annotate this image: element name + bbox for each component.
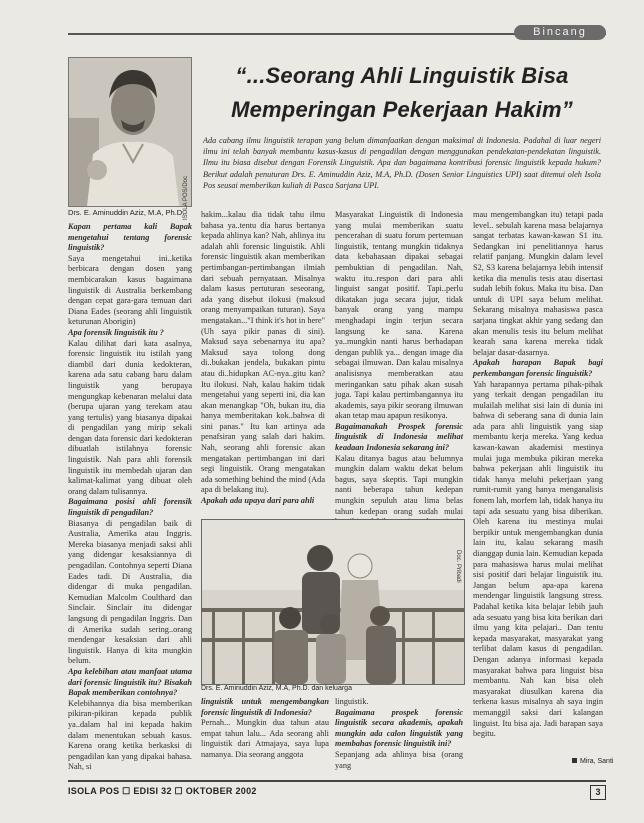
article-column-3 xyxy=(335,210,463,538)
article-column-4 xyxy=(473,210,603,740)
page-number: 3 xyxy=(590,785,606,800)
interview-answer: Biasanya di pengadilan baik di Australia, Amerika atau Inggris. Mereka biasanya menjadi saksi ahli yang didengar kesaksiannya di pengadilan. Contohnya seperti Diana Eades tadi. Di Australia, dia didengar di muka pengadilan. Kemudian Malcolm Coulthard dan Sinclair. Sinclair itu didengar langsung di pengadilan Inggris. Dan di Amerika sudah sering..orang mendengar kesaksian dari ahli linguistik. Hanya di kita mungkin belum. xyxy=(68,518,192,666)
interview-question: Apakah harapan Bapak bagi perkembangan forensic linguistik? xyxy=(473,358,603,378)
headline-line-1: “...Seorang Ahli Linguistik Bisa xyxy=(235,63,569,88)
interview-question: Kapan pertama kali Bapak mengetahui tentang forensic linguistik? xyxy=(68,222,192,253)
interview-question: Apa kelebihan atau manfaat utama dari forensic linguistik itu? Bisakah Bapak memberikan contohnya? xyxy=(68,666,192,698)
interview-question: Bagaimana prospek forensic linguistik secara akademis, apakah mungkin ada calon linguistik yang membahas forensic linguistik ini? xyxy=(335,707,463,749)
footer-publication-info: ISOLA POS ☐ EDISI 32 ☐ OKTOBER 2002 xyxy=(68,786,257,796)
family-photo xyxy=(201,519,465,685)
footer-rule xyxy=(68,780,606,782)
portrait-caption: Drs. E. Aminuddin Aziz, M.A, Ph.D. xyxy=(68,208,185,217)
headline-line-2: Memperingan Pekerjaan Hakim” xyxy=(231,97,573,122)
interview-answer: Saya mengetahui ini..ketika berbicara dengan dosen yang membicarakan kasus bagaimana linguistik di Australia berkembang dengan cepat gara-gara temuan dari Diana Eades (seorang ahli linguistik keturunan Aborigin) xyxy=(68,253,192,327)
interview-answer: Sepanjang ada ahlinya bisa (orang yang xyxy=(335,749,463,770)
article-column-3-continued xyxy=(335,697,463,771)
interview-question: Apa forensik linguistik itu ? xyxy=(68,327,164,337)
article-column-2 xyxy=(201,210,325,507)
family-photo-credit: Doc. Pribadi xyxy=(455,550,461,583)
interview-answer: Pernah... Mungkin dua tahun atau empat tahun lalu... Ada seorang ahli linguistik dari Atmajaya, saya lupa namanya. Dia seorang anggota xyxy=(201,718,329,759)
interview-answer: Yah harapannya pertama pihak-pihak yang terkait dengan pengadilan itu mulailah melihat sisi lain di dunia ini bahwa di seberang sana di dunia lain ada para ahli linguistik yang siap membantu kerja mereka. Yang kedua kawan-kawan akademisi mestinya mulai juga membuka pikiran mereka bahwa pekerjaan ahli linguistik itu tidak hanya meluhi pekerjaan yang rumit-rumit yang hanya menganalisis fonem lah, morfem lah, tidak hanya itu tapi ada sesuatu yang bisa diberikan. Oleh karena itu mestinya mulai berpikir untuk mengembangkan dunia lain itu, kalau sekarang masih dianggap dunia lain. Kemudian kepada para mahasiswa harus mulai melihat sisi positif dari belajar linguistik itu. Jangan belum apa-apa karena mendengar linguistik langsung stress. Padahal ketika kita belajar lebih jauh ada sesuatu yang bisa kita berikan dari ilmu yang kita pelajari.. Dan tentu kepada masyarakat, masyarakat yang terlibat dalam kasus di pengadilan. Dengan adanya informasi kepada masyarakat bahwa para linguist bisa membantu. Nah kan bisa oleh masyarakat diusulkan karena dia terkena kasus misalnya ah saya ingin memanggil saksi dari kalangan linguist. Itu bisa aja. Jadi harapan saya begitu. xyxy=(473,379,603,739)
interview-answer: Kelebihannya dia bisa memberikan pikiran-pikiran kepada publik ya..dalam hal ini kepada hakim dalam menentukan sebuah kasus. Karena orang ketika berkasksi di pengadilan kan yang dipakai bahasa. Nah, si xyxy=(68,698,192,772)
bullet-square-icon xyxy=(572,758,577,763)
interview-answer: Kalau dilihat dari kata asalnya, forensic linguistik itu istilah yang diambil dari dunia kedokteran, karena ada satu cabang baru dalam linguistik yang berupaya mengungkap kebenaran melalui data (berupa ujaran yang terekam atau yang tertulis) yang biasanya dipakai di pengadilan yang mirip sekali dengan data forensic dari kedokteran dibuatlah istilahnya forensic linguistik. Nah para ahli forensik linguistik itu membedah ujaran dan kalimat-kalimat yang dibuat oleh orang dalam tulisannya. xyxy=(68,338,192,496)
signature-text: Mira, Santi xyxy=(580,758,614,765)
interview-question: linguistik untuk mengembangkan forensic linguistik di Indonesia? xyxy=(201,697,329,717)
lead-paragraph: Ada cabang ilmu linguistik terapan yang belum dimanfaatkan dengan maksimal di Indonesia. Padahal di luar negeri ilmu ini telah banyak membantu kasus-kasus di pengadilan dengan menggunakan pendekatan-pendekatan linguistik. Ilmu itu biasa disebut dengan Forensik Linguistik. Apa dan bagaimana kontribusi forensic linguistik kepada hukum? Berikut adalah penuturan Drs. E. Aminuddin Aziz, M.A, Ph.D. (Dosen Senior Linguistics UPI) saat ditemui oleh Isola Pos seusai memberikan kuliah di Pasca Sarjana UPI. xyxy=(203,136,601,190)
interview-answer: linguistik. xyxy=(335,697,369,706)
photo-credit: ISOLA POS/Doc xyxy=(183,176,189,221)
portrait-illustration xyxy=(69,58,191,206)
section-rubric: Bincang xyxy=(514,25,606,40)
interview-question: Bagaimanakah Prospek forensic linguistik di Indonesia melihat keadaan Indonesia sekarang ini? xyxy=(335,421,463,453)
family-photo-illustration xyxy=(202,520,464,684)
family-photo-caption: Drs. E. Aminuddin Aziz, M.A, Ph.D. dan keluarga xyxy=(201,685,352,692)
interview-answer: mau mengembangkan itu) tetapi pada level.. sebulah karena masa belajarnya sangat terbatas kawan-kawan S1 itu. Sedangkan ini penelitiannya harus relatif panjang. Mungkin dalam level S2, S3 karena belajarnya lebih intensif ketika dia menulis tesis atau disertasi sudah lebih fokus. Maka itu bisa. Dan untuk di UPI saya belum melihat. Sekarang misalnya mahasiswa pasca sarjana tingkat akhir yang sedang dan akan menulis tesis itu belum melihat kearah sana karena mereka tidak belajar dasar-dasarnya. xyxy=(473,210,603,357)
interview-answer: Kalau ditanya bagus atau belumnya mungkin dalam waktu dekat belum bagus, saya skeptis. Tapi mungkin nanti beberapa tahun kedepan mungkin sepuluh atau lima belas tahun kedepan orang sudah mulai xyxy=(335,453,463,516)
interview-question: Bagaimana posisi ahli forensik linguistik di pengadilan? xyxy=(68,497,192,518)
interview-answer: hakim...kalau dia tidak tahu ilmu bahasa ya..tentu dia harus bertanya kepada ahlinya kan? Nah, ahlinya itu adalah ahli forensic linguistik. Ahli forensic linguistik akan memberikan pertimbangan-pertimbangan ilmiah dari sebuah pernyataan. Misalnya dalam kasus pertuturan seseorang, ada yang disebut ilokusi (maksud orang menyampaikan tuturan). Saya mengatakan..."I think it's hot in here" (Uh saya pikir panas di sini). Maksud saya sebenarnya itu apa? Maksud saya tolong dong di..bukakan jendela, bukakan pintu atau di..hidupkan AC-nya..gitu kan? Itu ilokusi. Nah, kalau hakim tidak mengetahui yang seperti ini, dia kan akan menangkap "Oh, bukan itu, dia hanya memberitakan kok..bahwa di sini panas." Itu kan artinya ada penafsiran yang salah dari hakim. Nah, seorang ahli forensic akan mengatakan pertimbangan ini dari segi linguistik. Orang mengatakan ada something behind the mind (Ada apa di belakang itu). xyxy=(201,210,325,495)
article-column-2-continued xyxy=(201,697,329,761)
author-signature xyxy=(572,758,613,765)
interview-question: Apakah ada upaya dari para ahli xyxy=(201,496,315,506)
article-column-1 xyxy=(68,222,192,773)
interview-answer: Masyarakat Linguistik di Indonesia yang mulai memberikan suatu pencerahan di suatu forum pertemuan linguistik, tentang mungkin tidaknya data kebahasaan dipakai sebagai pembuktian di pengadilan. Nah, waktu itu..respon dari para ahli linguist sangat positif. Tapi..perlu dikatakan juga secara jujur, tidak banyak orang yang mampu menghadapi ingin terjun secara langsung ke sana. Karena ya..mungkin nanti harus berhadapan dengan publik ya... dengan image dia sebagai ilmuwan. Dan kalau misalnya analisisnya memberatkan atau meringankan satu pihak akan susah juga. Tapi kalau pertimbangannya itu akademis, saya pikir seorang ilmuwan akan tetap mau apapun resikonya. xyxy=(335,210,463,421)
